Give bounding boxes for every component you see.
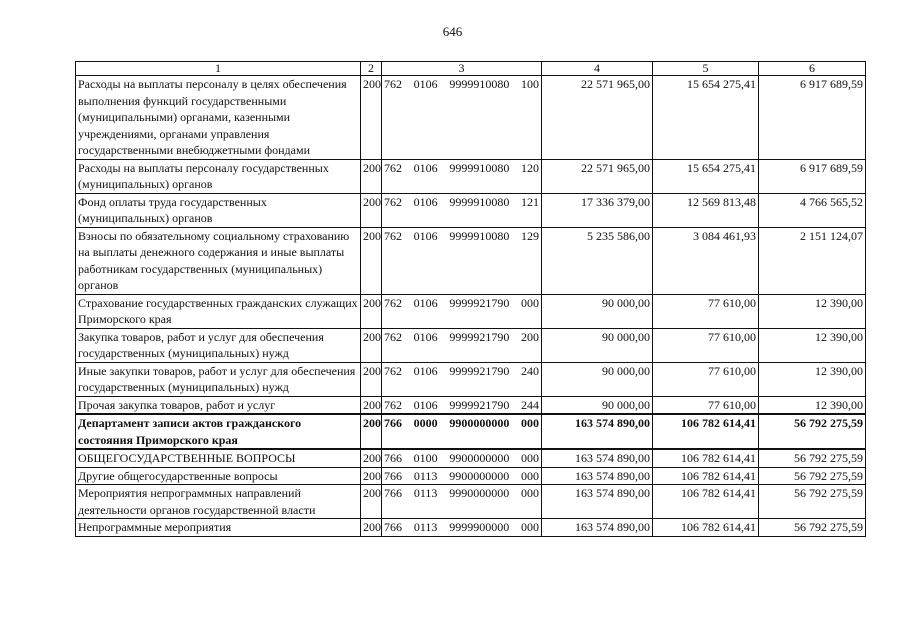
- row-value-v5: 12 569 813,48: [653, 193, 759, 227]
- code-csr: 9999910080: [449, 160, 510, 175]
- table-row: [76, 467, 866, 485]
- code-ved: 766: [384, 486, 402, 500]
- row-code-parts: [384, 160, 539, 177]
- table-row: [76, 294, 866, 328]
- code-vr: 000: [520, 416, 539, 430]
- table-header-row: [76, 62, 866, 76]
- table-row: [76, 76, 866, 160]
- row-value-v5: 77 610,00: [653, 328, 759, 362]
- code-csr: 9999910080: [449, 77, 510, 91]
- row-value-v4: 22 571 965,00: [542, 159, 653, 193]
- code-razdel: 0113: [413, 520, 438, 534]
- code-vr: 129: [520, 228, 539, 243]
- code-vr: 120: [520, 160, 539, 175]
- code-ved: 766: [384, 416, 402, 430]
- table-row: [76, 396, 866, 414]
- row-value-v6: 2 151 124,07: [759, 227, 866, 294]
- row-value-v6: 56 792 275,59: [759, 519, 866, 537]
- row-code: [382, 396, 542, 414]
- code-vr: 000: [521, 486, 539, 500]
- code-razdel: 0106: [413, 160, 438, 175]
- row-name: ОБЩЕГОСУДАРСТВЕННЫЕ ВОПРОСЫ: [76, 449, 361, 467]
- row-code: [382, 193, 542, 227]
- row-code-parts: [384, 468, 539, 485]
- code-razdel: 0100: [413, 451, 438, 465]
- code-razdel: 0106: [413, 363, 438, 378]
- row-value-v4: 163 574 890,00: [542, 485, 653, 519]
- row-value-v5: 15 654 275,41: [653, 76, 759, 160]
- row-value-v5: 106 782 614,41: [653, 449, 759, 467]
- code-ved: 762: [384, 295, 402, 310]
- code-ved: 762: [384, 397, 402, 412]
- header-col-5: 5: [653, 62, 759, 76]
- row-col2: 200: [361, 159, 382, 193]
- row-name: Фонд оплаты труда государственных (муниципальных) органов: [76, 193, 361, 227]
- code-csr: 9900000000: [449, 468, 510, 483]
- row-value-v6: 12 390,00: [759, 328, 866, 362]
- row-code: [382, 294, 542, 328]
- row-value-v4: 90 000,00: [542, 362, 653, 396]
- row-value-v4: 90 000,00: [542, 294, 653, 328]
- code-razdel: 0106: [413, 397, 438, 412]
- code-csr: 9999900000: [449, 520, 510, 534]
- code-ved: 766: [384, 468, 402, 483]
- code-csr: 9999910080: [449, 228, 510, 243]
- row-name: Закупка товаров, работ и услуг для обеспечения государственных (муниципальных) нужд: [76, 328, 361, 362]
- code-ved: 762: [384, 228, 402, 243]
- row-value-v5: 3 084 461,93: [653, 227, 759, 294]
- code-csr: 9990000000: [449, 486, 510, 500]
- header-col-1: 1: [76, 62, 361, 76]
- code-ved: 762: [384, 160, 402, 175]
- row-code-parts: [384, 76, 539, 93]
- row-code: [382, 159, 542, 193]
- row-code-parts: [384, 519, 539, 536]
- row-value-v5: 106 782 614,41: [653, 485, 759, 519]
- code-csr: 9999921790: [449, 363, 510, 378]
- row-code: [382, 467, 542, 485]
- row-value-v4: 163 574 890,00: [542, 519, 653, 537]
- code-vr: 000: [520, 295, 539, 310]
- table-row: [76, 328, 866, 362]
- code-vr: 200: [520, 329, 539, 344]
- row-value-v6: 12 390,00: [759, 396, 866, 414]
- header-col-2: 2: [361, 62, 382, 76]
- row-value-v4: 90 000,00: [542, 328, 653, 362]
- row-code-parts: [384, 485, 539, 502]
- code-razdel: 0106: [413, 295, 438, 310]
- row-code: [382, 519, 542, 537]
- code-csr: 9999921790: [449, 329, 510, 344]
- row-code: [382, 227, 542, 294]
- row-value-v6: 6 917 689,59: [759, 76, 866, 160]
- code-csr: 9900000000: [449, 416, 510, 430]
- row-col2: 200: [361, 193, 382, 227]
- row-code-parts: [384, 415, 539, 432]
- row-code-parts: [384, 329, 539, 346]
- row-name: Расходы на выплаты персоналу в целях обеспечения выполнения функций государственными (муниципальными) органами, казенными учреждениями, органами управления государственными внебюджетными фондами: [76, 76, 361, 160]
- header-col-4: 4: [542, 62, 653, 76]
- row-value-v4: 17 336 379,00: [542, 193, 653, 227]
- row-value-v4: 163 574 890,00: [542, 414, 653, 449]
- code-csr: 9900000000: [449, 451, 510, 465]
- row-code-parts: [384, 295, 539, 312]
- row-value-v4: 163 574 890,00: [542, 449, 653, 467]
- budget-table-body: [76, 62, 866, 537]
- row-col2: 200: [361, 396, 382, 414]
- code-vr: 100: [520, 77, 539, 91]
- row-value-v5: 15 654 275,41: [653, 159, 759, 193]
- code-ved: 762: [384, 363, 402, 378]
- row-value-v5: 106 782 614,41: [653, 519, 759, 537]
- row-name: Мероприятия непрограммных направлений деятельности органов государственной власти: [76, 485, 361, 519]
- code-vr: 000: [520, 451, 539, 465]
- row-value-v6: 12 390,00: [759, 362, 866, 396]
- row-col2: 200: [361, 414, 382, 449]
- code-csr: 9999910080: [449, 194, 510, 209]
- code-ved: 766: [384, 520, 402, 534]
- row-col2: 200: [361, 328, 382, 362]
- code-csr: 9999921790: [449, 397, 510, 412]
- code-ved: 766: [384, 451, 402, 465]
- header-col-3: 3: [382, 62, 542, 76]
- row-col2: 200: [361, 519, 382, 537]
- row-value-v4: 22 571 965,00: [542, 76, 653, 160]
- row-name: Расходы на выплаты персоналу государственных (муниципальных) органов: [76, 159, 361, 193]
- code-razdel: 0106: [413, 329, 438, 344]
- code-vr: 000: [521, 520, 539, 534]
- row-col2: 200: [361, 362, 382, 396]
- page-number: 646: [442, 24, 463, 39]
- code-ved: 762: [384, 77, 402, 91]
- row-name: Другие общегосударственные вопросы: [76, 467, 361, 485]
- row-value-v4: 90 000,00: [542, 396, 653, 414]
- budget-table: [75, 61, 866, 537]
- row-code: [382, 76, 542, 160]
- row-col2: 200: [361, 449, 382, 467]
- row-code: [382, 414, 542, 449]
- row-value-v5: 106 782 614,41: [653, 414, 759, 449]
- table-row: [76, 519, 866, 537]
- code-razdel: 0113: [413, 486, 438, 500]
- row-name: Иные закупки товаров, работ и услуг для обеспечения государственных (муниципальных) нужд: [76, 362, 361, 396]
- code-ved: 762: [384, 329, 402, 344]
- table-row: [76, 193, 866, 227]
- row-value-v4: 5 235 586,00: [542, 227, 653, 294]
- table-row: [76, 227, 866, 294]
- row-value-v6: 6 917 689,59: [759, 159, 866, 193]
- table-row: [76, 159, 866, 193]
- row-code: [382, 485, 542, 519]
- row-name: Департамент записи актов гражданского состояния Приморского края: [76, 414, 361, 449]
- row-value-v6: 56 792 275,59: [759, 449, 866, 467]
- row-code-parts: [384, 228, 539, 245]
- code-vr: 121: [520, 194, 539, 209]
- row-code: [382, 328, 542, 362]
- code-csr: 9999921790: [449, 295, 510, 310]
- code-vr: 240: [520, 363, 539, 378]
- row-code-parts: [384, 450, 539, 467]
- table-row: [76, 449, 866, 467]
- row-value-v6: 56 792 275,59: [759, 467, 866, 485]
- row-name: Прочая закупка товаров, работ и услуг: [76, 396, 361, 414]
- code-razdel: 0000: [413, 416, 438, 430]
- row-code: [382, 362, 542, 396]
- row-name: Взносы по обязательному социальному страхованию на выплаты денежного содержания и иные выплаты работникам государственных (муниципальных) органов: [76, 227, 361, 294]
- row-name: Непрограммные мероприятия: [76, 519, 361, 537]
- code-razdel: 0106: [413, 194, 438, 209]
- row-value-v6: 56 792 275,59: [759, 414, 866, 449]
- row-code-parts: [384, 363, 539, 380]
- table-row: [76, 485, 866, 519]
- row-col2: 200: [361, 294, 382, 328]
- table-row: [76, 362, 866, 396]
- code-vr: 000: [521, 468, 539, 483]
- row-col2: 200: [361, 467, 382, 485]
- row-value-v5: 77 610,00: [653, 362, 759, 396]
- row-value-v5: 77 610,00: [653, 294, 759, 328]
- row-code-parts: [384, 194, 539, 211]
- table-row: [76, 414, 866, 449]
- row-code: [382, 449, 542, 467]
- code-ved: 762: [384, 194, 402, 209]
- code-razdel: 0113: [413, 468, 438, 483]
- row-code-parts: [384, 397, 539, 414]
- code-vr: 244: [520, 397, 539, 412]
- code-razdel: 0106: [413, 228, 438, 243]
- header-col-6: 6: [759, 62, 866, 76]
- row-name: Страхование государственных гражданских служащих Приморского края: [76, 294, 361, 328]
- row-value-v5: 106 782 614,41: [653, 467, 759, 485]
- row-col2: 200: [361, 76, 382, 160]
- code-razdel: 0106: [413, 77, 438, 91]
- row-value-v4: 163 574 890,00: [542, 467, 653, 485]
- row-col2: 200: [361, 227, 382, 294]
- row-col2: 200: [361, 485, 382, 519]
- row-value-v5: 77 610,00: [653, 396, 759, 414]
- row-value-v6: 4 766 565,52: [759, 193, 866, 227]
- row-value-v6: 12 390,00: [759, 294, 866, 328]
- row-value-v6: 56 792 275,59: [759, 485, 866, 519]
